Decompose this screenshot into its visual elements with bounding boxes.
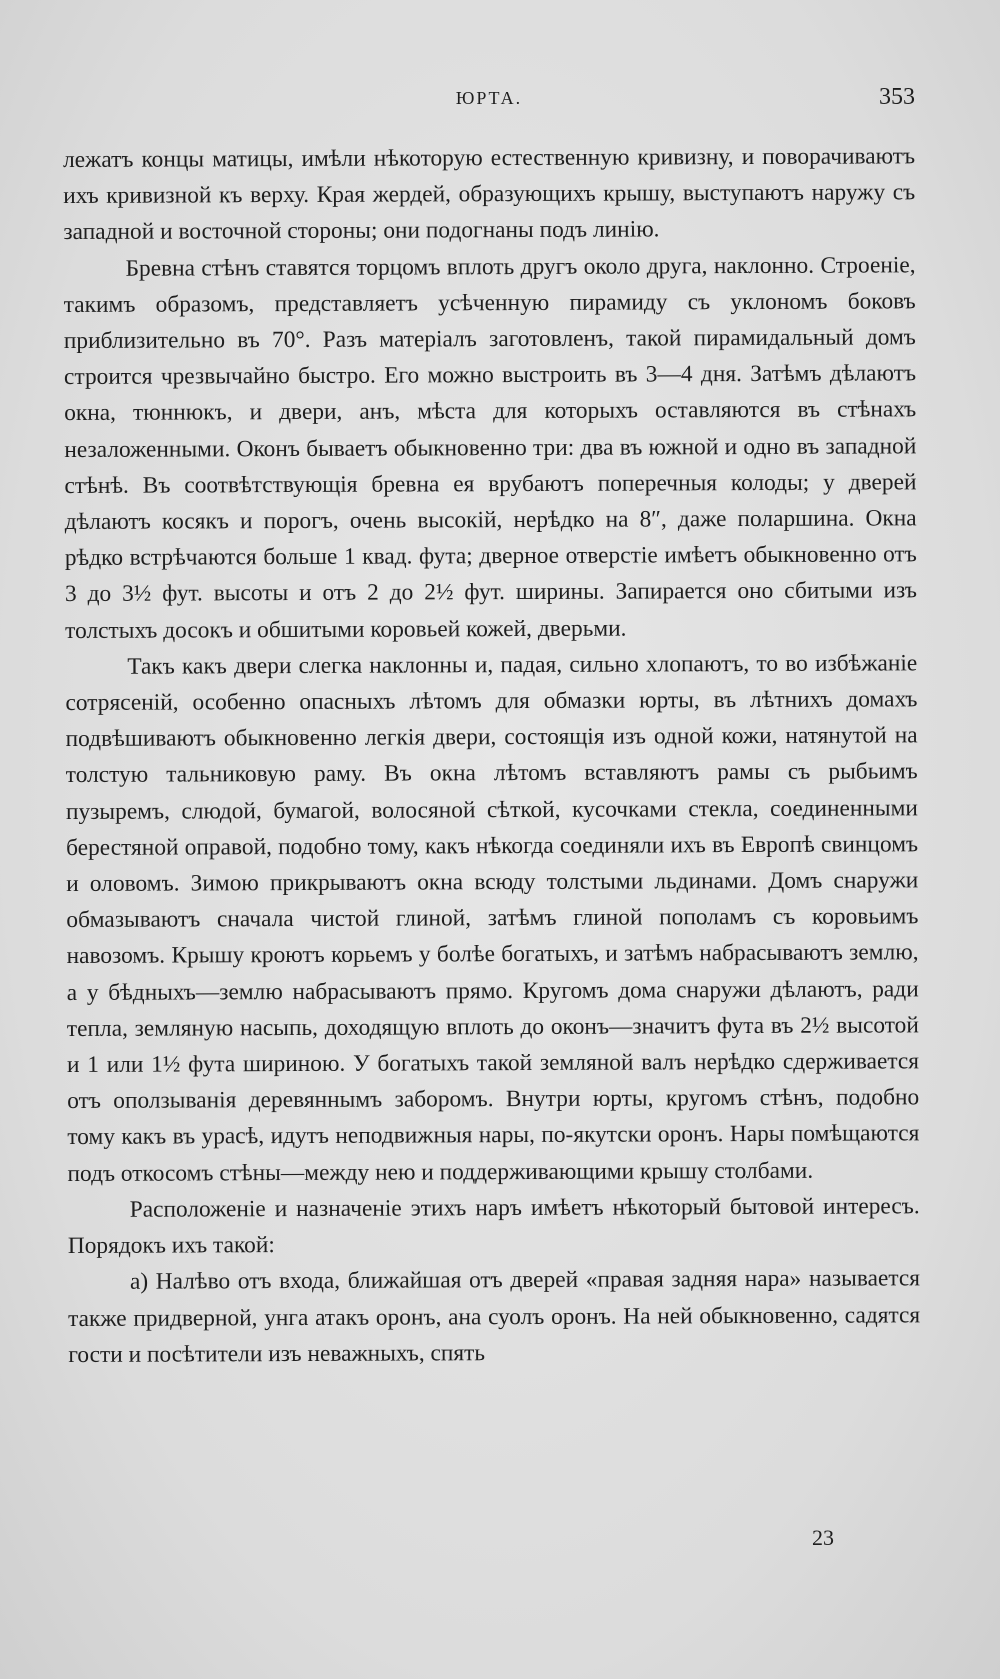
paragraph: Такъ какъ двери слегка наклонны и, падая, сильно хлопаютъ, то во избѣжаніе сотрясеній, особенно опасныхъ лѣтомъ для обмазки юрты, въ лѣтнихъ домахъ подвѣшиваютъ обыкновенно легкія двери, состоящія изъ одной кожи, натянутой на толстую тальниковую раму. Въ окна лѣтомъ вставляютъ рамы съ рыбьимъ пузыремъ, слюдой, бумагой, волосяной сѣткой, кусочками стекла, соединенными берестяной оправой, подобно тому, какъ нѣкогда соединяли ихъ въ Европѣ свинцомъ и оловомъ. Зимою прикрываютъ окна всюду толстыми льдинами. Домъ снаружи обмазываютъ сначала чистой глиной, затѣмъ глиной пополамъ съ коровьимъ навозомъ. Крышу кроютъ корьемъ у болѣе богатыхъ, и затѣмъ набрасываютъ землю, а у бѣдныхъ—землю набрасываютъ прямо. Кругомъ дома снаружи дѣлаютъ, ради тепла, земляную насыпь, доходящую вплоть до оконъ—значитъ фута въ 2½ высотой и 1 или 1½ фута шириною. У богатыхъ такой земляной валъ нерѣдко сдерживается отъ оползыванія деревяннымъ заборомъ. Внутри юрты, кругомъ стѣнъ, подобно тому какъ въ урасѣ, идутъ неподвижныя нары, по-якутски оронъ. Нары помѣщаются подъ откосомъ стѣны—между нею и поддерживающими крышу столбами. <box>65 650 920 1187</box>
paragraph: a) Налѣво отъ входа, ближайшая отъ дверей «правая задняя нара» называется также придверной, унга атакъ оронъ, ана суолъ оронъ. На ней обыкновенно, садятся гости и посѣтители изъ неважныхъ, спять <box>68 1265 921 1368</box>
page-number: 353 <box>879 84 915 110</box>
running-head: ЮРТА. <box>455 88 523 108</box>
paragraph: Расположеніе и назначеніе этихъ наръ имѣетъ нѣкоторый бытовой интересъ. Порядокъ ихъ такой: <box>67 1193 920 1260</box>
paragraph-continued: лежатъ концы матицы, имѣли нѣкоторую естественную кривизну, и поворачиваютъ ихъ кривизной къ верху. Края жердей, образующихъ крышу, выступаютъ наружу съ западной и восточной стороны; они подогнаны подъ линію. <box>63 143 916 246</box>
page-header <box>63 84 915 124</box>
signature-mark: 23 <box>812 1525 834 1550</box>
paragraph: Бревна стѣнъ ставятся торцомъ вплоть другъ около друга, наклонно. Строеніе, такимъ образомъ, представляетъ усѣченную пирамиду съ уклономъ боковъ приблизительно въ 70°. Разъ матеріалъ заготовленъ, такой пирамидальный домъ строится чрезвычайно быстро. Его можно выстроить въ 3—4 дня. Затѣмъ дѣлаютъ окна, тюннюкъ, и двери, анъ, мѣста для которыхъ оставляются въ стѣнахъ незаложенными. Оконъ бываетъ обыкновенно три: два въ южной и одно въ западной стѣнѣ. Въ соотвѣтствующія бревна ея врубаютъ поперечныя колоды; у дверей дѣлаютъ косякъ и порогъ, очень высокій, нерѣдко на 8″, даже поларшина. Окна рѣдко встрѣчаются больше 1 квад. фута; дверное отверстіе имѣетъ обыкновенно отъ 3 до 3½ фут. высоты и отъ 2 до 2½ фут. ширины. Запирается оно сбитыми изъ толстыхъ досокъ и обшитыми коровьей кожей, дверьми. <box>63 251 918 644</box>
body-text <box>63 138 920 1373</box>
